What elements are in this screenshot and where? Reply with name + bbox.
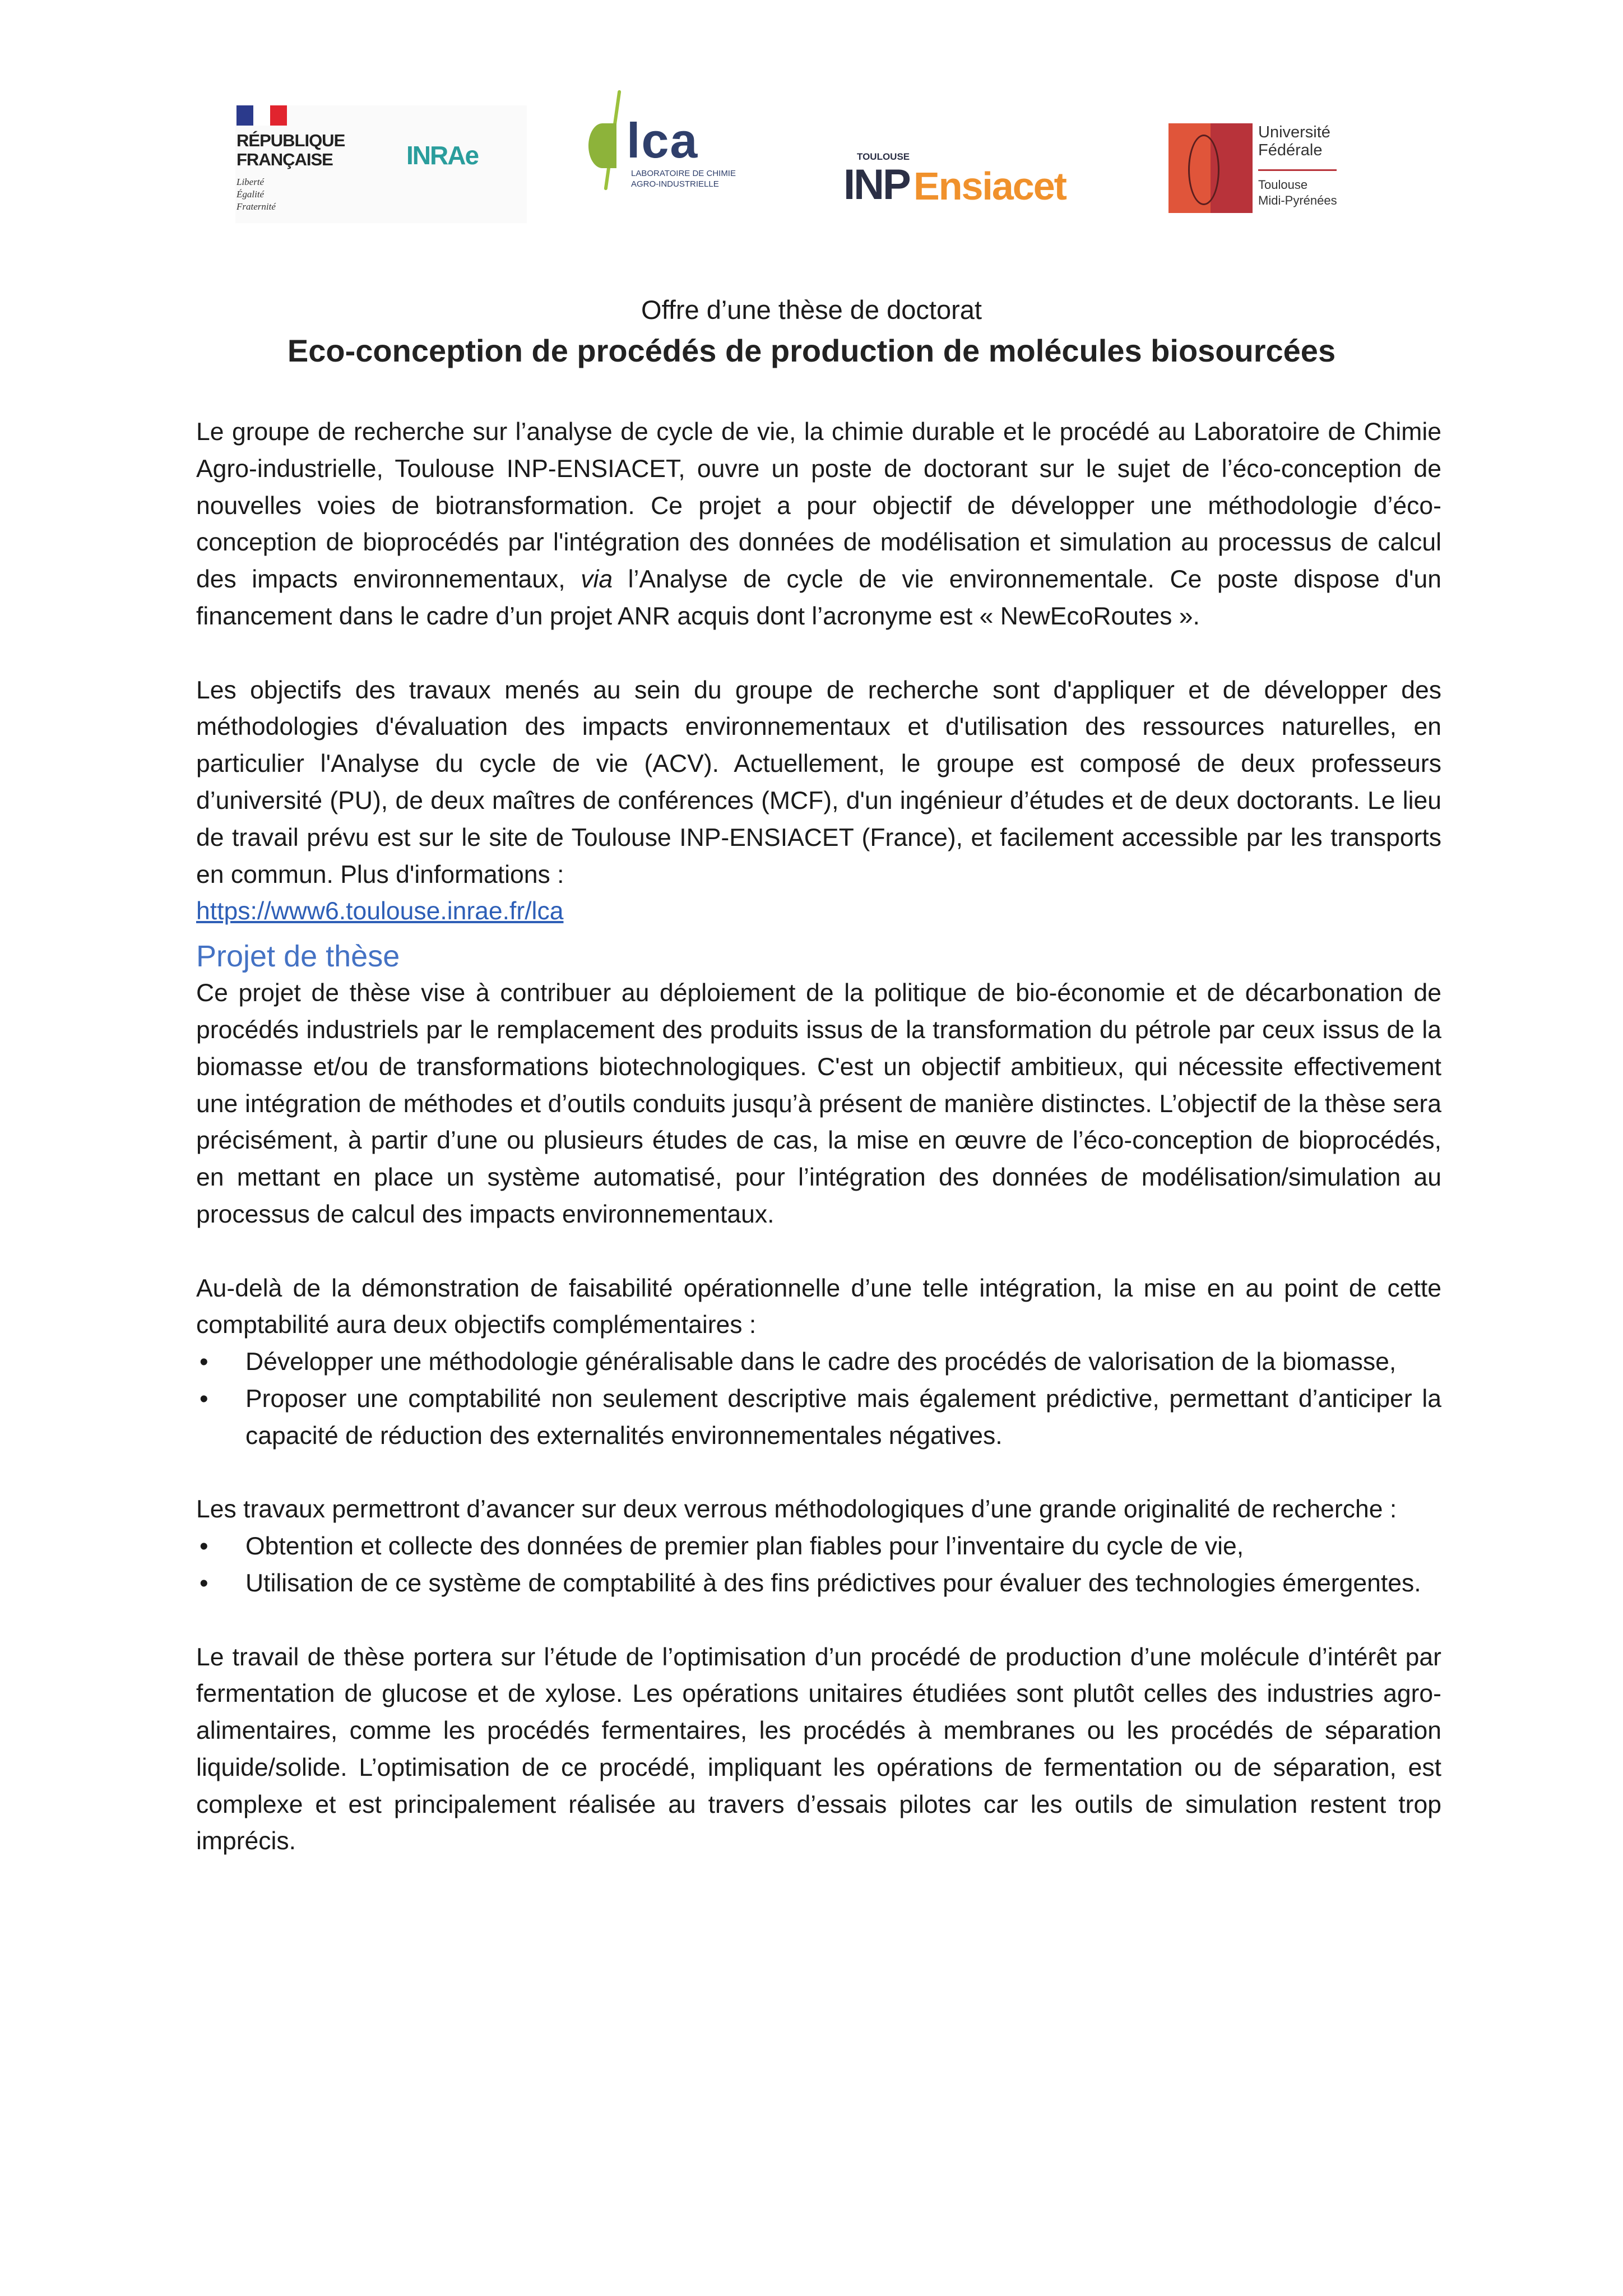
bullet-icon: • [200, 1348, 208, 1376]
leaf-icon [588, 123, 616, 168]
list-item: • Utilisation de ce système de comptabilité à des fins prédictives pour évaluer des technologies émergentes. [196, 1565, 1441, 1602]
paragraph-objectives: Les objectifs des travaux menés au sein du groupe de recherche sont d'appliquer et de développer des méthodologies d'évaluation des impacts environnementaux et d'utilisation des ressources naturelles, en particulier l'Analyse du cycle de vie (ACV). Actuellement, le groupe est composé de deux professeurs d’université (PU), de deux maîtres de conférences (MCF), d'un ingénieur d’études et de deux doctorants. Le lieu de travail prévu est sur le site de Toulouse INP-ENSIACET (France), et facilement accessible par les transports en commun. Plus d'informations : [196, 676, 1441, 888]
republique-motto: Liberté Égalité Fraternité [237, 177, 276, 212]
logo-bar [0, 90, 1623, 235]
lca-name: lca [627, 113, 699, 168]
bullet-icon: • [200, 1569, 208, 1597]
paragraph-verrous: Les travaux permettront d’avancer sur deux verrous méthodologiques d’une grande originalité de recherche : [196, 1496, 1397, 1524]
inp-name: INP [843, 161, 910, 209]
document-body [196, 414, 1441, 1897]
paragraph-thesis-work: Le travail de thèse portera sur l’étude de l’optimisation d’un procédé de production d’une molécule d’intérêt par fermentation de glucose et de xylose. Les opérations unitaires étudiées sont plutôt celles des industries agro-alimentaires, comme les procédés fermentaires, les procédés à membranes ou les procédés de séparation liquide/solide. L’optimisation de ce procédé, impliquant les opérations de fermentation ou de séparation, est complexe et est principalement réalisée au travers d’essais pilotes car les outils de simulation restent trop imprécis. [196, 1643, 1441, 1855]
uft-sub: Toulouse Midi-Pyrénées [1258, 178, 1337, 207]
inp-ensiacet-logo [843, 151, 1068, 213]
inp-toulouse: TOULOUSE [857, 151, 910, 162]
republique-name: RÉPUBLIQUE FRANÇAISE [237, 131, 345, 169]
seal-icon [1168, 123, 1253, 213]
verrous-list [196, 1528, 1441, 1602]
section-title: Projet de thèse [196, 939, 400, 974]
document-subtitle: Offre d’une thèse de doctorat [641, 295, 982, 325]
ensiacet-name: Ensiacet [913, 164, 1066, 208]
lca-logo [583, 90, 751, 202]
objectives-list [196, 1344, 1441, 1454]
universite-federale-logo [1168, 123, 1359, 219]
lca-subtitle: LABORATOIRE DE CHIMIE AGRO-INDUSTRIELLE [631, 169, 736, 189]
flag-icon [237, 105, 287, 126]
list-item: • Développer une méthodologie généralisable dans le cadre des procédés de valorisation de la biomasse, [196, 1344, 1441, 1381]
list-item: • Obtention et collecte des données de premier plan fiables pour l’inventaire du cycle de vie, [196, 1528, 1441, 1565]
list-item: • Proposer une comptabilité non seulement descriptive mais également prédictive, permettant d’anticiper la capacité de réduction des externalités environnementales négatives. [196, 1381, 1441, 1455]
paragraph-intro: Le groupe de recherche sur l’analyse de cycle de vie, la chimie durable et le procédé au Laboratoire de Chimie Agro-industrielle, Toulouse INP-ENSIACET, ouvre un poste de doctorant sur le sujet de l’éco-conception de nouvelles voies de biotransformation. Ce projet a pour objectif de développer une méthodologie d’éco-conception de bioprocédés par l'intégration des données de modélisation et simulation au processus de calcul des impacts environnementaux, via l’Analyse de cycle de vie environnementale. Ce poste dispose d'un financement dans le cadre d’un projet ANR acquis dont l’acronyme est « NewEcoRoutes ». [196, 418, 1441, 630]
inrae-logo: INRAe [406, 141, 479, 170]
document-header [0, 291, 1623, 373]
lca-website-link[interactable]: https://www6.toulouse.inrae.fr/lca [196, 897, 564, 925]
document-title: Eco-conception de procédés de production de molécules biosourcées [287, 333, 1336, 368]
paragraph-demonstration: Au-delà de la démonstration de faisabilité opérationnelle d’une telle intégration, la mise en au point de cette comptabilité aura deux objectifs complémentaires : [196, 1274, 1441, 1339]
paragraph-project: Ce projet de thèse vise à contribuer au déploiement de la politique de bio-économie et de décarbonation de procédés industriels par le remplacement des produits issus de la transformation du pétrole par ceux issus de la biomasse et/ou de transformations biotechnologiques. C'est un objectif ambitieux, qui nécessite effectivement une intégration de méthodes et d’outils conduits jusqu’à présent de manière distinctes. L’objectif de la thèse sera précisément, à partir d’une ou plusieurs études de cas, la mise en œuvre de l’éco-conception de bioprocédés, en mettant en place un système automatisé, pour l’intégration des données de modélisation/simulation au processus de calcul des impacts environnementaux. [196, 979, 1441, 1228]
bullet-icon: • [200, 1385, 208, 1413]
uft-name: Université Fédérale [1258, 123, 1330, 159]
republique-francaise-logo [235, 105, 527, 223]
divider [1258, 169, 1337, 171]
bullet-icon: • [200, 1533, 208, 1561]
